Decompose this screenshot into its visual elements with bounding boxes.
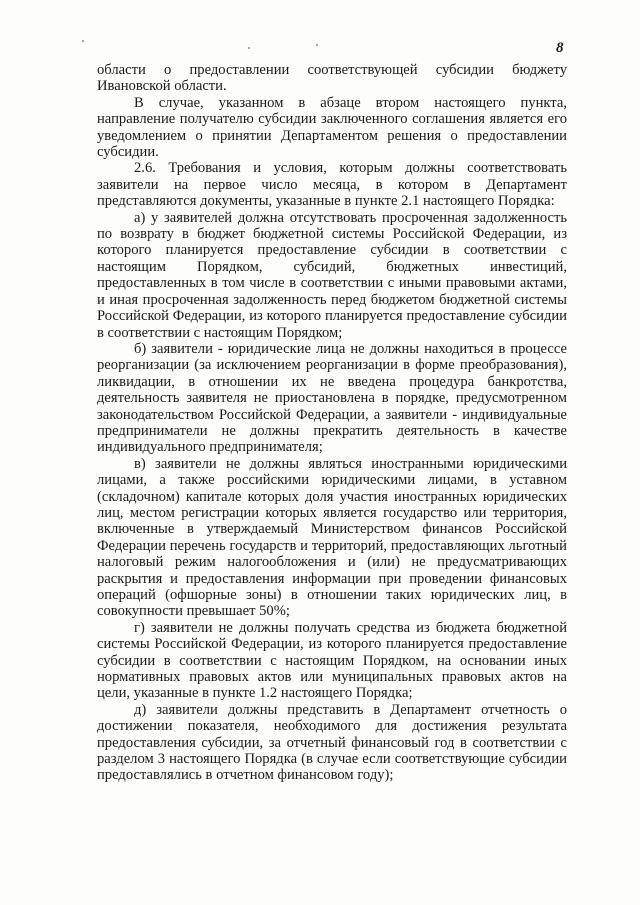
paragraph-2-6-requirements: 2.6. Требования и условия, которым должны соответствовать заявители на первое число месяца, в котором в Департамент представляются документы, указанные в пункте 2.1 настоящего Порядка:: [97, 160, 567, 210]
paragraph-item-g: г) заявители не должны получать средства из бюджета бюджетной системы Российской Федерации, из которого планируется предоставление субсидии в соответствии с настоящим Порядком, на основании иных нормативных правовых актов или муниципальных правовых актов на цели, указанные в пункте 1.2 настоящего Порядка;: [97, 619, 567, 702]
page-number: 8: [556, 40, 564, 56]
paragraph-item-d: д) заявители должны представить в Департамент отчетность о достижении показателя, необходимого для достижения результата предоставления субсидии, за отчетный финансовый год в соответствии с разделом 3 настоящего Порядка (в случае если соответствующие субсидии предоставлялись в отчетном финансовом году);: [97, 701, 567, 784]
paragraph-item-v: в) заявители не должны являться иностранными юридическими лицами, а также российскими юридическими лицами, в уставном (складочном) капитале которых доля участия иностранных юридических лиц, местом регистрации которых является государство или территория, включенные в утверждаемый Министерством финансов Российской Федерации перечень государств и территорий, предоставляющих льготный налоговый режим налогообложения и (или) не предусматривающих раскрытия и предоставления информации при проведении финансовых операций (офшорные зоны) в отношении таких юридических лиц, в совокупности превышает 50%;: [97, 455, 567, 620]
scan-speck: [82, 40, 84, 42]
paragraph-item-a: а) у заявителей должна отсутствовать просроченная задолженность по возврату в бюджет бюджетной системы Российской Федерации, из которого планируется предоставление субсидии в соответствии с настоящим Порядком, субсидий, бюджетных инвестиций, предоставленных в том числе в соответствии с иными правовыми актами, и иная просроченная задолженность перед бюджетом бюджетной системы Российской Федерации, из которого планируется предоставление субсидии в соответствии с настоящим Порядком;: [97, 209, 567, 341]
body-text: [97, 62, 567, 784]
scan-speck: [316, 44, 318, 46]
scan-speck: [248, 47, 250, 49]
paragraph-continuation: области о предоставлении соответствующей субсидии бюджету Ивановской области.: [97, 62, 567, 95]
paragraph-item-b: б) заявители - юридические лица не должны находиться в процессе реорганизации (за исключением реорганизации в форме преобразования), ликвидации, в отношении их не введена процедура банкротства, деятельность заявителя не приостановлена в порядке, предусмотренном законодательством Российской Федерации, а заявители - индивидуальные предприниматели не должны прекратить деятельность в качестве индивидуального предпринимателя;: [97, 340, 567, 456]
paragraph-notification: В случае, указанном в абзаце втором настоящего пункта, направление получателю субсидии заключенного соглашения является его уведомлением о принятии Департаментом решения о предоставлении субсидии.: [97, 94, 567, 161]
